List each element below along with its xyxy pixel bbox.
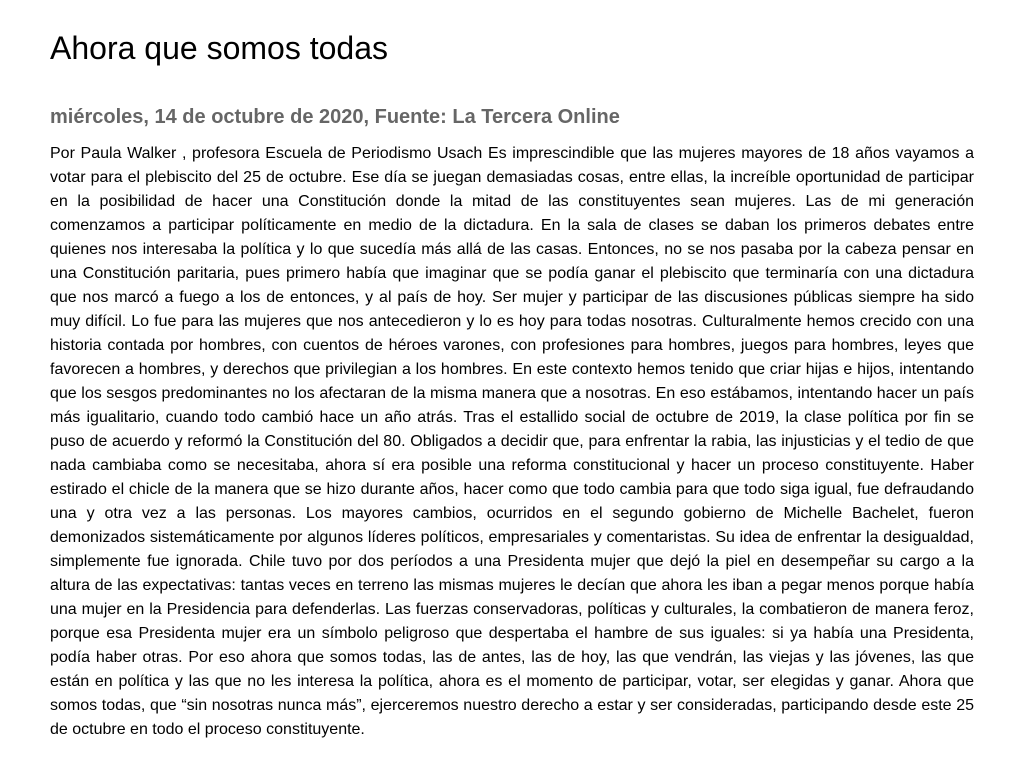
article-date-source: miércoles, 14 de octubre de 2020, Fuente: La Tercera Online [50,106,620,128]
article-title: Ahora que somos todas [50,30,388,66]
article-body: Por Paula Walker , profesora Escuela de Periodismo Usach Es imprescindible que las mujeres mayores de 18 años vayamos a votar para el plebiscito del 25 de octubre. Ese día se juegan demasiadas cosas, entre ellas, la increíble oportunidad de participar en la posibilidad de hacer una Constitución donde la mitad de las constituyentes sean mujeres. Las de mi generación comenzamos a participar políticamente en medio de la dictadura. En la sala de clases se daban los primeros debates entre quienes nos interesaba la política y lo que sucedía más allá de las casas. Entonces, no se nos pasaba por la cabeza pensar en una Constitución paritaria, pues primero había que imaginar que se podía ganar el plebiscito que terminaría con una dictadura que nos marcó a fuego a los de entonces, y al país de hoy. Ser mujer y participar de las discusiones públicas siempre ha sido muy difícil. Lo fue para las mujeres que nos antecedieron y lo es hoy para todas nosotras. Culturalmente hemos crecido con una historia contada por hombres, con cuentos de héroes varones, con profesiones para hombres, juegos para hombres, leyes que favorecen a hombres, y derechos que privilegian a los hombres. En este contexto hemos tenido que criar hijas e hijos, intentando que los sesgos predominantes no los afectaran de la misma manera que a nosotras. En eso estábamos, intentando hacer un país más igualitario, cuando todo cambió hace un año atrás. Tras el estallido social de octubre de 2019, la clase política por fin se puso de acuerdo y reformó la Constitución del 80. Obligados a decidir que, para enfrentar la rabia, las injusticias y el tedio de que nada cambiaba como se necesitaba, ahora sí era posible una reforma constitucional y hacer un proceso constituyente. Haber estirado el chicle de la manera que se hizo durante años, hacer como que todo cambia para que todo siga igual, fue defraudando una y otra vez a las personas. Los mayores cambios, ocurridos en el segundo gobierno de Michelle Bachelet, fueron demonizados sistemáticamente por algunos líderes políticos, empresariales y comentaristas. Su idea de enfrentar la desigualdad, simplemente fue ignorada. Chile tuvo por dos períodos a una Presidenta mujer que dejó la piel en desempeñar su cargo a la altura de las expectativas: tantas veces en terreno las mismas mujeres le decían que ahora les iban a pegar menos porque había una mujer en la Presidencia para defenderlas. Las fuerzas conservadoras, políticas y culturales, la combatieron de manera feroz, porque esa Presidenta mujer era un símbolo peligroso que despertaba el hambre de sus iguales: si ya había una Presidenta, podía haber otras. Por eso ahora que somos todas, las de antes, las de hoy, las que vendrán, las viejas y las jóvenes, las que están en política y las que no les interesa la política, ahora es el momento de participar, votar, ser elegidas y ganar. Ahora que somos todas, que “sin nosotras nunca más”, ejerceremos nuestro derecho a estar y ser consideradas, participando desde este 25 de octubre en todo el proceso constituyente. [50,145,974,738]
